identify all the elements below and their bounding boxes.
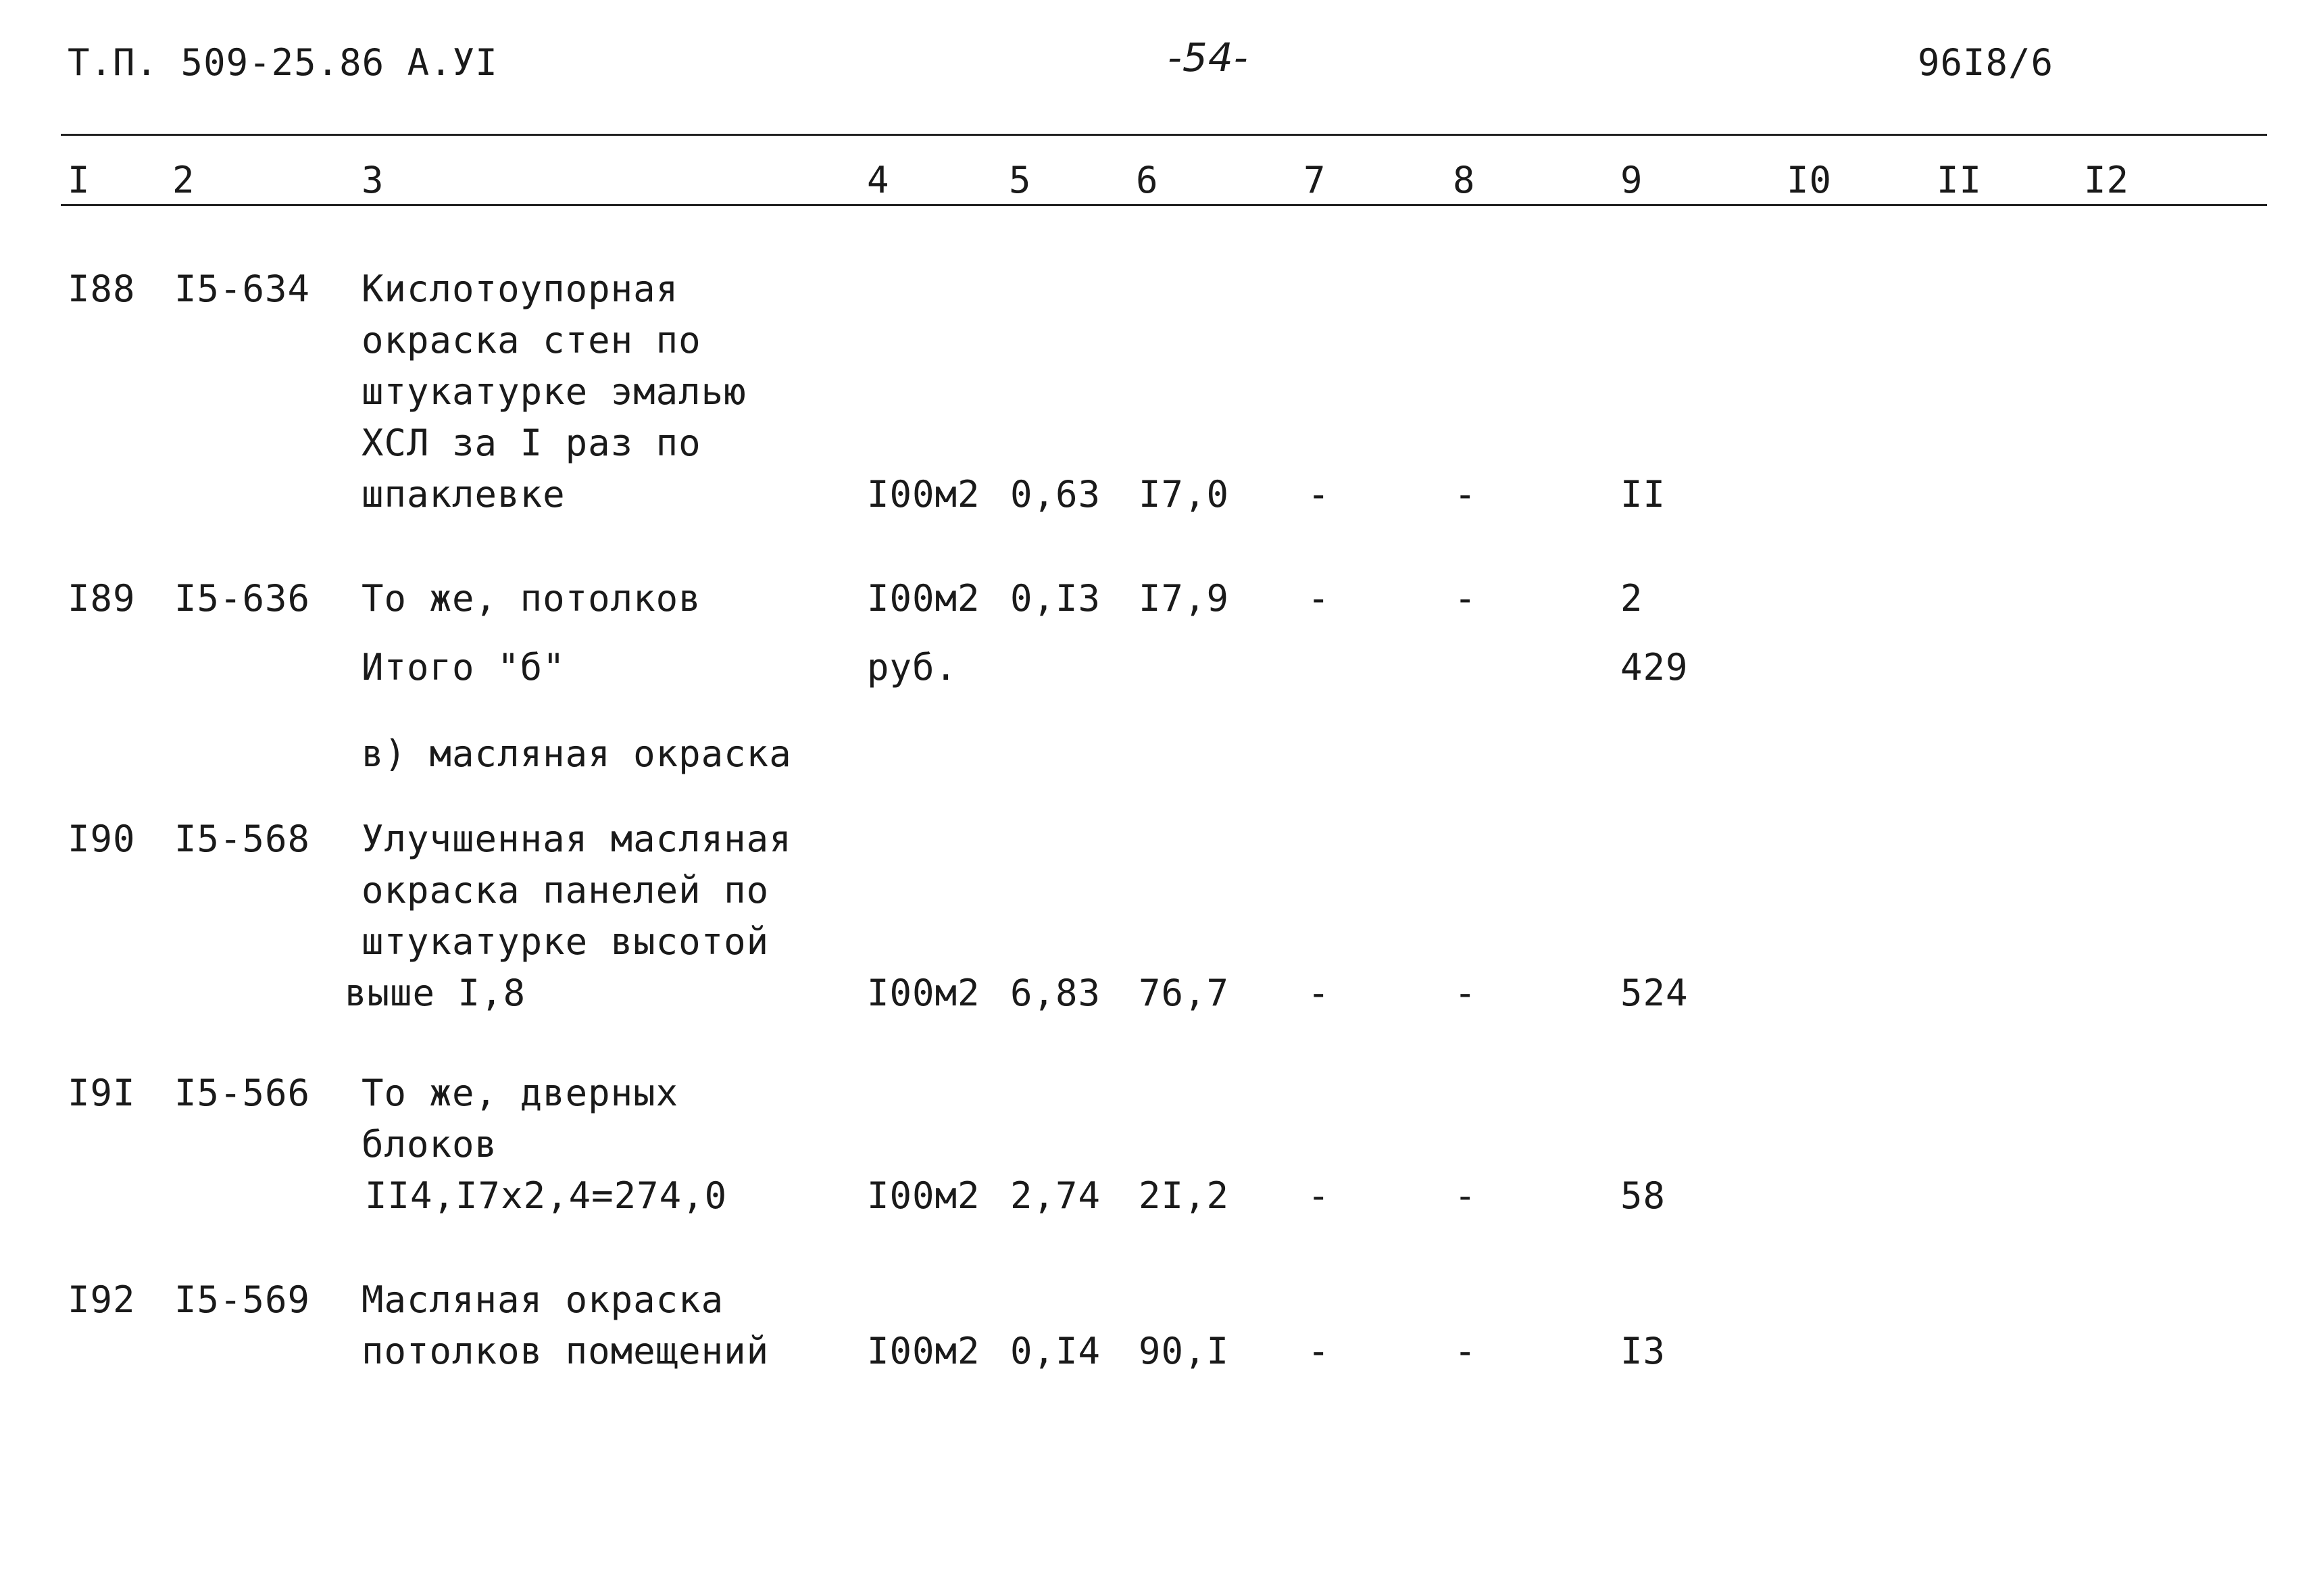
row-unit: I00м2 xyxy=(867,1330,980,1372)
row-col7: - xyxy=(1308,972,1330,1014)
row-price: 2I,2 xyxy=(1139,1174,1230,1217)
subtotal-value: 429 xyxy=(1620,646,1689,689)
row-description-line: Улучшенная масляная xyxy=(362,818,792,860)
row-code: I5-568 xyxy=(174,818,311,860)
row-col7: - xyxy=(1308,577,1330,620)
row-col8: - xyxy=(1454,1330,1477,1372)
column-header: 3 xyxy=(362,159,384,201)
row-col8: - xyxy=(1454,473,1477,516)
row-number: I92 xyxy=(68,1278,136,1321)
row-unit: I00м2 xyxy=(867,972,980,1014)
section-heading: в) масляная окраска xyxy=(362,732,792,775)
row-col8: - xyxy=(1454,577,1477,620)
row-description-line: То же, потолков xyxy=(362,577,701,620)
subtotal-label: Итого "б" xyxy=(362,646,566,689)
row-description-line: Кислотоупорная xyxy=(362,268,679,310)
row-description-line: выше I,8 xyxy=(345,972,526,1014)
row-quantity: 0,I3 xyxy=(1010,577,1101,620)
column-header: 5 xyxy=(1009,159,1032,201)
row-number: I89 xyxy=(68,577,136,620)
row-description-line: штукатурке эмалью xyxy=(362,370,747,413)
row-description-line: штукатурке высотой xyxy=(362,920,770,963)
row-description-line: окраска стен по xyxy=(362,319,701,361)
row-quantity: 6,83 xyxy=(1010,972,1101,1014)
column-header: I2 xyxy=(2084,159,2130,201)
row-code: I5-566 xyxy=(174,1072,311,1114)
row-price: I7,0 xyxy=(1139,473,1230,516)
row-col9: 524 xyxy=(1620,972,1689,1014)
row-description-line: ХСЛ за I раз по xyxy=(362,422,701,464)
row-price: 76,7 xyxy=(1139,972,1230,1014)
row-code: I5-634 xyxy=(174,268,311,310)
row-quantity: 0,I4 xyxy=(1010,1330,1101,1372)
row-unit: I00м2 xyxy=(867,1174,980,1217)
row-code: I5-569 xyxy=(174,1278,311,1321)
row-col9: II xyxy=(1620,473,1666,516)
column-header: 2 xyxy=(172,159,195,201)
row-description-line: окраска панелей по xyxy=(362,869,770,912)
column-header: 8 xyxy=(1453,159,1476,201)
column-header: I xyxy=(68,159,91,201)
row-description-line: Масляная окраска xyxy=(362,1278,724,1321)
subtotal-unit: руб. xyxy=(867,646,958,689)
row-price: I7,9 xyxy=(1139,577,1230,620)
row-quantity: 0,63 xyxy=(1010,473,1101,516)
row-col9: I3 xyxy=(1620,1330,1666,1372)
doc-code: Т.П. 509-25.86 А.УI xyxy=(68,41,498,84)
row-unit: I00м2 xyxy=(867,473,980,516)
row-description-line: блоков xyxy=(362,1123,498,1166)
row-col7: - xyxy=(1308,1174,1330,1217)
header-rule-top xyxy=(61,134,2267,136)
sheet-code: 96I8/6 xyxy=(1918,41,2054,84)
row-col9: 58 xyxy=(1620,1174,1666,1217)
column-header: I0 xyxy=(1787,159,1833,201)
row-number: I90 xyxy=(68,818,136,860)
row-col8: - xyxy=(1454,1174,1477,1217)
row-quantity: 2,74 xyxy=(1010,1174,1101,1217)
row-col8: - xyxy=(1454,972,1477,1014)
row-description-line: То же, дверных xyxy=(362,1072,679,1114)
header-rule-bottom xyxy=(61,204,2267,206)
row-col7: - xyxy=(1308,473,1330,516)
column-header: II xyxy=(1937,159,1983,201)
column-header: 6 xyxy=(1136,159,1159,201)
page-number: -54- xyxy=(1168,34,1249,80)
column-header: 7 xyxy=(1303,159,1326,201)
row-description-line: II4,I7х2,4=274,0 xyxy=(365,1174,728,1217)
row-description-line: потолков помещений xyxy=(362,1330,770,1372)
row-number: I88 xyxy=(68,268,136,310)
column-header: 9 xyxy=(1620,159,1643,201)
row-unit: I00м2 xyxy=(867,577,980,620)
row-number: I9I xyxy=(68,1072,136,1114)
row-description-line: шпаклевке xyxy=(362,473,566,516)
column-header: 4 xyxy=(867,159,890,201)
row-code: I5-636 xyxy=(174,577,311,620)
row-price: 90,I xyxy=(1139,1330,1230,1372)
row-col9: 2 xyxy=(1620,577,1643,620)
row-col7: - xyxy=(1308,1330,1330,1372)
